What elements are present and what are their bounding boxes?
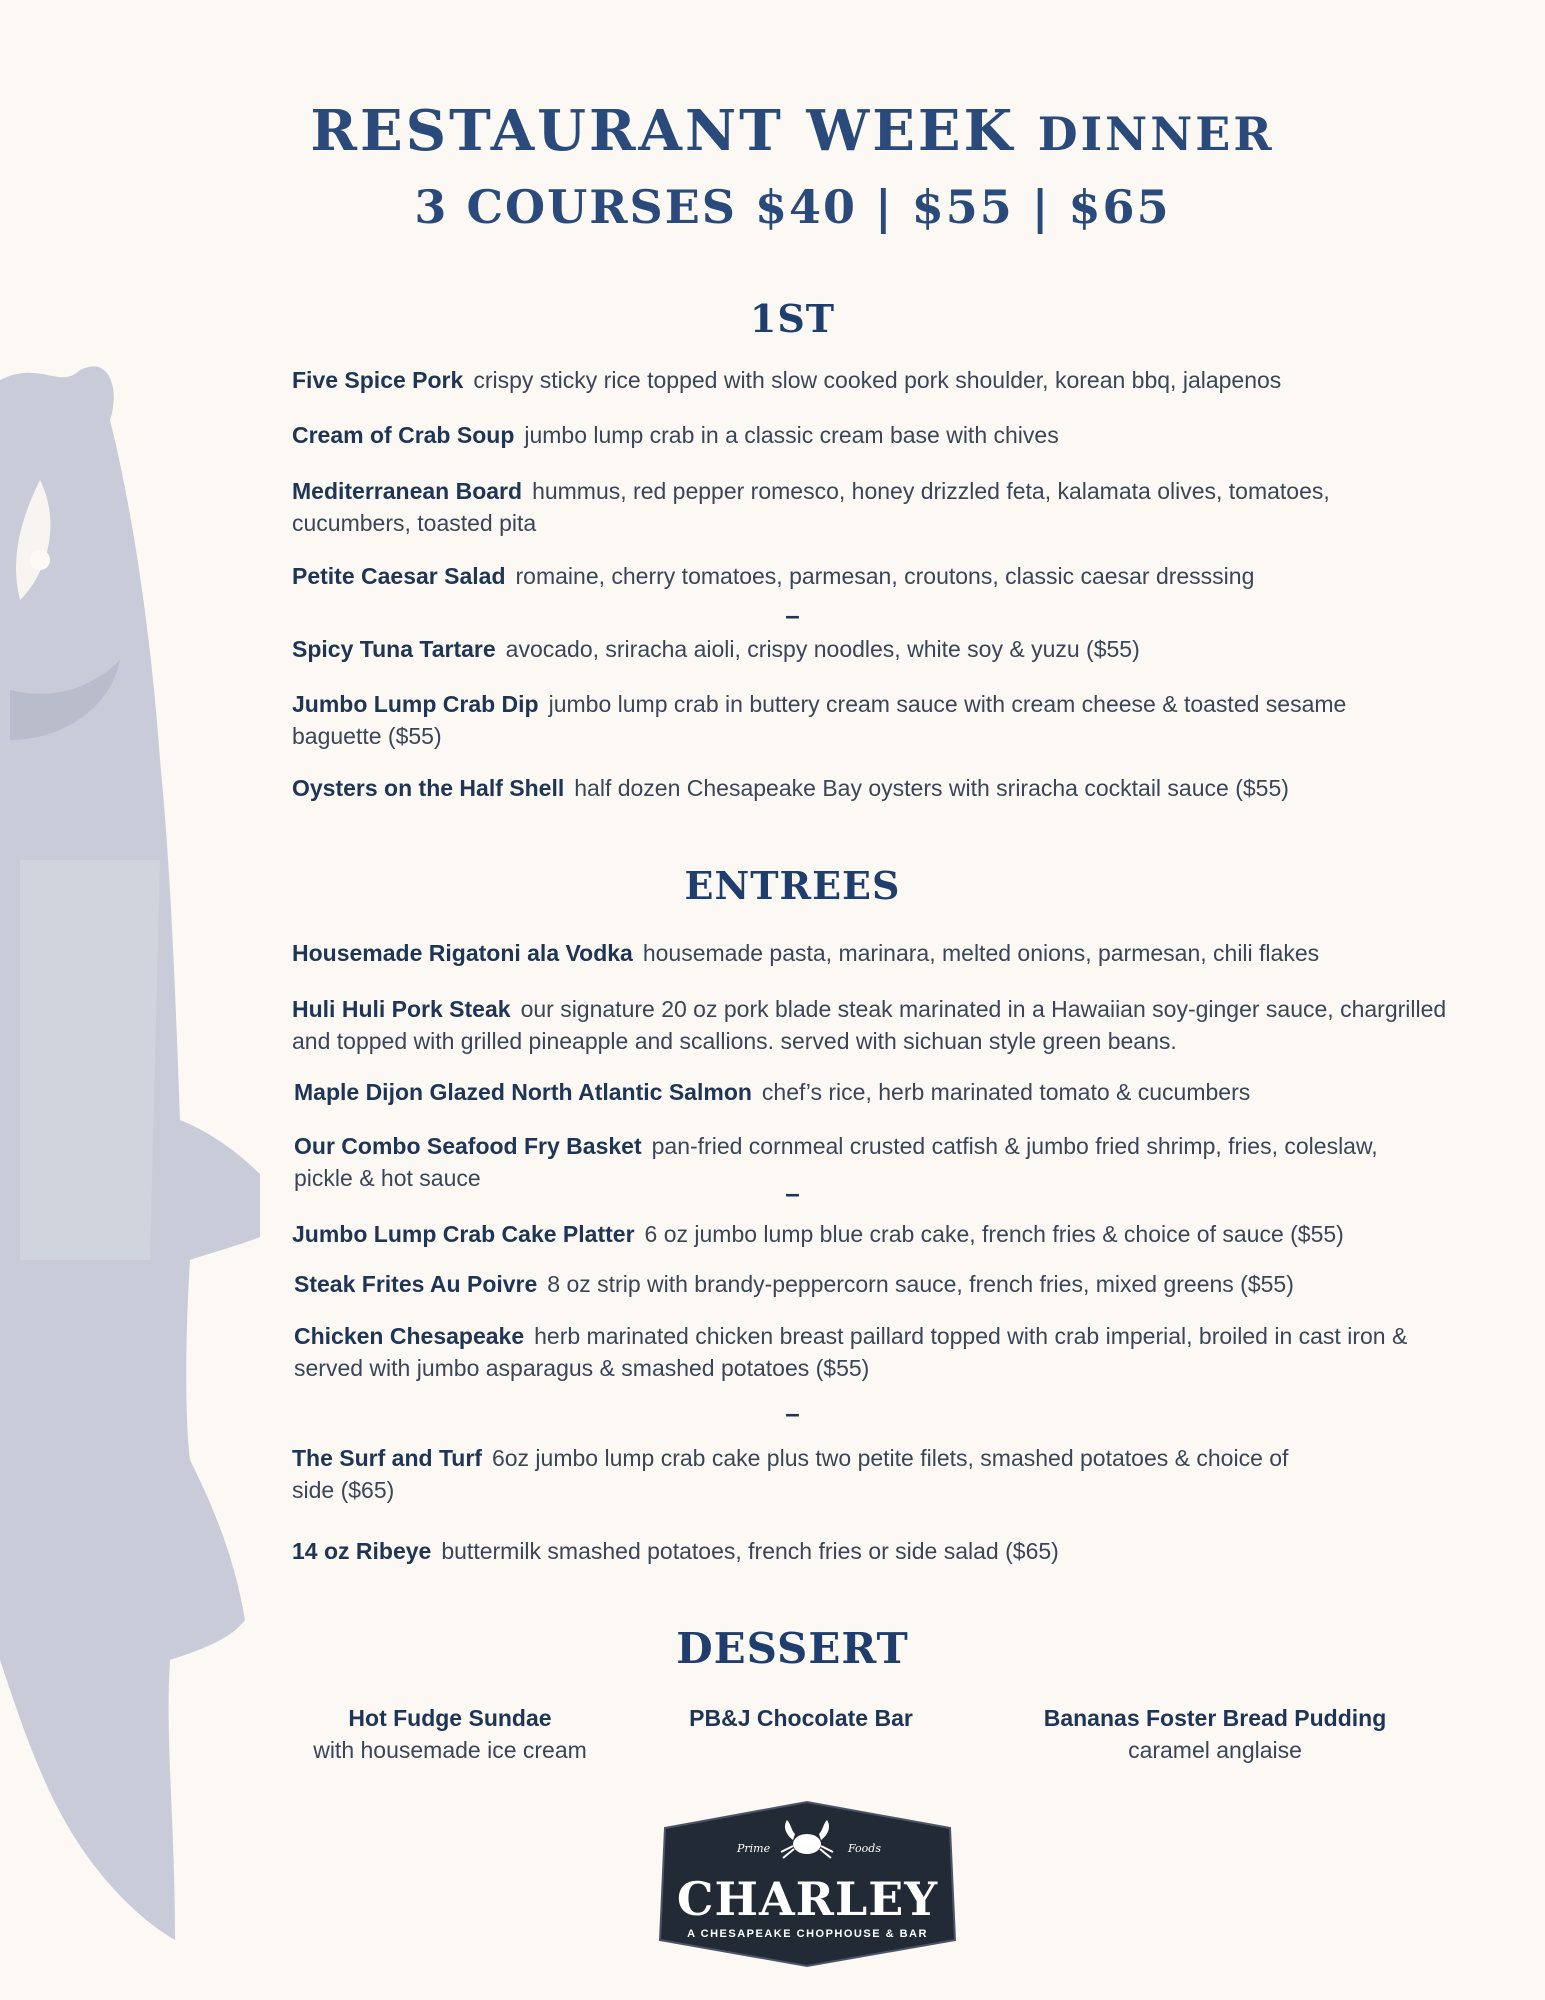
menu-title: [0, 98, 1545, 164]
dessert-item: [1035, 1702, 1395, 1766]
menu-item: [292, 560, 1462, 592]
menu-item: [294, 1320, 1464, 1384]
menu-item-desc: our signature 20 oz pork blade steak marinated in a Hawaiian soy-ginger sauce, chargrilled and topped with grilled pineapple and scallions. served with sichuan style green beans.: [292, 996, 1447, 1054]
divider-dash: –: [785, 600, 800, 630]
menu-item-desc: buttermilk smashed potatoes, french fries or side salad ($65): [441, 1538, 1059, 1564]
menu-item-desc: romaine, cherry tomatoes, parmesan, croutons, classic caesar dresssing: [515, 563, 1255, 589]
menu-item-name: Steak Frites Au Poivre: [294, 1271, 538, 1297]
logo-prime-word: Prime: [737, 1842, 771, 1855]
divider-dash: –: [785, 1178, 800, 1208]
menu-item-name: Huli Huli Pork Steak: [292, 996, 511, 1022]
menu-item: [292, 633, 1462, 665]
dessert-item-desc: caramel anglaise: [1128, 1737, 1302, 1763]
menu-item: [292, 993, 1462, 1057]
menu-title-main: RESTAURANT WEEK: [310, 98, 1016, 164]
menu-item-desc: housemade pasta, marinara, melted onions, parmesan, chili flakes: [642, 940, 1320, 966]
menu-item-desc: avocado, sriracha aioli, crispy noodles, white soy & yuzu ($55): [505, 636, 1140, 662]
menu-item: [294, 1076, 1464, 1108]
menu-item-desc: 6 oz jumbo lump blue crab cake, french fries & choice of sauce ($55): [644, 1221, 1344, 1247]
menu-item: [292, 475, 1352, 539]
menu-item: [292, 772, 1462, 804]
menu-item: [292, 1218, 1462, 1250]
menu-item-name: Cream of Crab Soup: [292, 422, 515, 448]
dessert-item-name: PB&J Chocolate Bar: [689, 1705, 913, 1731]
section-heading-entrees: ENTREES: [684, 863, 901, 908]
menu-item-name: 14 oz Ribeye: [292, 1538, 432, 1564]
section-heading-first: 1ST: [749, 296, 836, 341]
dessert-item-name: Bananas Foster Bread Pudding: [1043, 1705, 1387, 1731]
menu-item-name: Jumbo Lump Crab Cake Platter: [292, 1221, 635, 1247]
menu-item: [294, 1268, 1464, 1300]
logo-tagline: A CHESAPEAKE CHOPHOUSE & BAR: [687, 1928, 928, 1940]
menu-item-name: Housemade Rigatoni ala Vodka: [292, 940, 633, 966]
menu-item-desc: half dozen Chesapeake Bay oysters with sriracha cocktail sauce ($55): [574, 775, 1289, 801]
menu-item-name: Chicken Chesapeake: [294, 1323, 525, 1349]
menu-item-desc: pan-fried cornmeal crusted catfish & jumbo fried shrimp, fries, coleslaw, pickle & hot sauce: [294, 1133, 1378, 1191]
section-heading-dessert: DESSERT: [676, 1624, 909, 1673]
menu-item-name: The Surf and Turf: [292, 1445, 482, 1471]
menu-item-desc: 6oz jumbo lump crab cake plus two petite filets, smashed potatoes & choice of side ($65): [292, 1445, 1289, 1503]
menu-title-dinner: DINNER: [1037, 107, 1275, 161]
menu-item: [292, 937, 1462, 969]
charley-logo: [655, 1800, 960, 1968]
menu-item-desc: jumbo lump crab in buttery cream sauce with cream cheese & toasted sesame baguette ($55): [292, 691, 1347, 749]
menu-subtitle: 3 COURSES $40 | $55 | $65: [414, 180, 1171, 234]
menu-item: [292, 1535, 1462, 1567]
menu-item-name: Jumbo Lump Crab Dip: [292, 691, 539, 717]
menu-item-name: Maple Dijon Glazed North Atlantic Salmon: [294, 1079, 752, 1105]
menu-item-name: Five Spice Pork: [292, 367, 464, 393]
menu-item-desc: crispy sticky rice topped with slow cooked pork shoulder, korean bbq, jalapenos: [473, 367, 1282, 393]
logo-foods-word: Foods: [848, 1842, 881, 1855]
dessert-item-desc: with housemade ice cream: [313, 1737, 587, 1763]
menu-item-name: Mediterranean Board: [292, 478, 523, 504]
menu-item: [292, 688, 1372, 752]
crab-icon: [777, 1814, 837, 1864]
menu-item-name: Oysters on the Half Shell: [292, 775, 565, 801]
menu-item-name: Our Combo Seafood Fry Basket: [294, 1133, 642, 1159]
logo-name: CHARLEY: [676, 1872, 939, 1926]
dessert-item: [270, 1702, 630, 1766]
menu-item-name: Spicy Tuna Tartare: [292, 636, 496, 662]
menu-item-desc: 8 oz strip with brandy-peppercorn sauce, french fries, mixed greens ($55): [547, 1271, 1294, 1297]
menu-item: [292, 1442, 1322, 1506]
menu-item-name: Petite Caesar Salad: [292, 563, 506, 589]
menu-item-desc: herb marinated chicken breast paillard topped with crab imperial, broiled in cast iron & served with jumbo asparagus & smashed potatoes ($55): [294, 1323, 1408, 1381]
menu-item-desc: chef’s rice, herb marinated tomato & cucumbers: [761, 1079, 1251, 1105]
menu-item-desc: jumbo lump crab in a classic cream base with chives: [524, 422, 1059, 448]
dessert-item-name: Hot Fudge Sundae: [348, 1705, 552, 1731]
divider-dash: –: [785, 1398, 800, 1428]
dessert-item: [621, 1702, 981, 1734]
menu-item: [292, 419, 1462, 451]
menu-item: [292, 364, 1462, 396]
menu-item-desc: hummus, red pepper romesco, honey drizzled feta, kalamata olives, tomatoes, cucumbers, toasted pita: [292, 478, 1330, 536]
